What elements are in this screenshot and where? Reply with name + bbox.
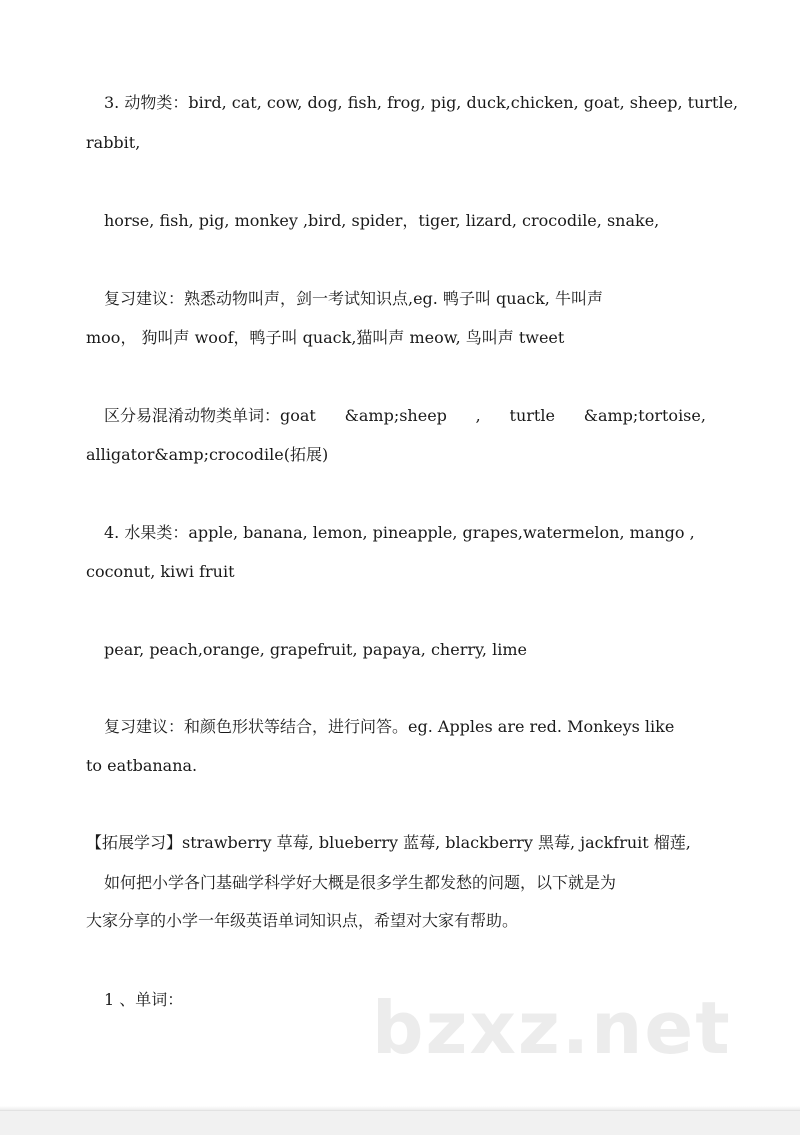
text-line-extension: 【拓展学习】strawberry 草莓, blueberry 蓝莓, blackberry 黑莓, jackfruit 榴莲, (86, 833, 691, 852)
text-line-fruit-2: coconut, kiwi fruit (86, 562, 235, 581)
text-line-review-3: 复习建议：和颜色形状等结合，进行问答。eg. Apples are red. Monkeys like (104, 717, 675, 736)
text-line-review-4: to eatbanana. (86, 756, 198, 775)
text-line-review-1: 复习建议：熟悉动物叫声，剑一考试知识点,eg. 鸭子叫 quack, 牛叫声 (104, 289, 603, 308)
section-heading-words: 1 、单词： (104, 990, 184, 1009)
text-line-animals-3: horse, fish, pig, monkey ,bird, spider，tiger, lizard, crocodile, snake, (104, 211, 660, 230)
text-line-intro-1: 如何把小学各门基础学科学好大概是很多学生都发愁的问题，以下就是为 (104, 873, 617, 892)
text-line-fruit-1: 4. 水果类：apple, banana, lemon, pineapple, grapes,watermelon, mango , (104, 523, 695, 542)
site-watermark: bzxz.net (372, 986, 732, 1070)
text-line-review-2: moo， 狗叫声 woof，鸭子叫 quack,猫叫声 meow, 鸟叫声 tweet (86, 328, 565, 347)
text-line-confusable-words (104, 405, 706, 427)
text-line-confusable-2: alligator&amp;crocodile(拓展) (86, 445, 329, 464)
text-line-animals-2: rabbit, (86, 133, 141, 152)
text-line-animals-1: 3. 动物类：bird, cat, cow, dog, fish, frog, pig, duck,chicken, goat, sheep, turtle, (104, 93, 739, 112)
confuse-part-2: &amp;sheep (344, 406, 447, 425)
viewer-bottom-strip (0, 1110, 800, 1135)
text-line-fruit-3: pear, peach,orange, grapefruit, papaya, cherry, lime (104, 640, 527, 659)
confuse-part-5: &amp;tortoise, (583, 406, 706, 425)
confuse-part-3: , (475, 406, 481, 425)
confuse-part-1: 区分易混淆动物类单词：goat (104, 406, 316, 425)
confuse-part-4: turtle (509, 406, 555, 425)
text-line-intro-2: 大家分享的小学一年级英语单词知识点，希望对大家有帮助。 (86, 911, 519, 930)
